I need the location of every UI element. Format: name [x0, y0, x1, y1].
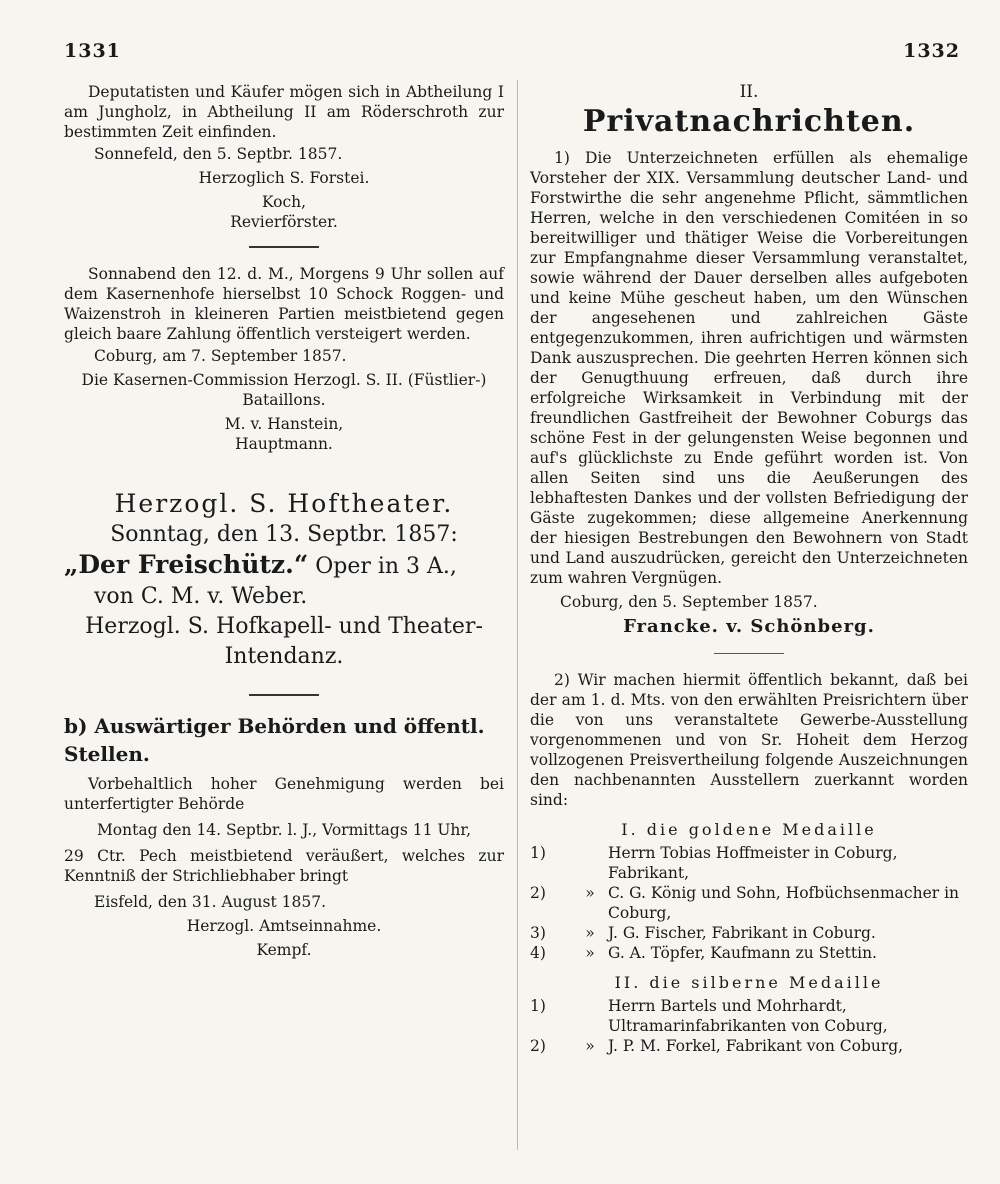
silver-medal-list	[530, 996, 968, 1056]
pitch-notice-line3: 29 Ctr. Pech meistbietend veräußert, welches zur Kenntniß der Strichliebhaber bringt	[64, 847, 504, 885]
thanks-notice-text: 1) Die Unterzeichneten erfüllen als ehemalige Vorsteher der XIX. Versammlung deutscher Land- und Forstwirthe die sehr angenehme Pflicht, sämmtlichen Herren, welche in den verschiedenen Comitéen in so bereitwilliger und thätiger Weise die Vorbereitungen zur Empfangnahme dieser Versammlung veranstaltet, sowie während der Dauer derselben alles aufgeboten und keine Mühe gescheut haben, um den Wünschen der angesehenen und zahlreichen Gäste entgegenzukommen, ihren aufrichtigen und wärmsten Dank auszusprechen. Die geehrten Herren können sich der Genugthuung erfreuen, daß durch ihre erfolgreiche Wirksamkeit in Verbindung mit der freundlichen Gastfreiheit der Bewohner Coburgs das schöne Fest in der gelungensten Weise begonnen und auf's glücklichste zu Ende geführt worden ist. Von allen Seiten sind uns die Aeußerungen des lebhaftesten Dankes und der vollsten Befriedigung der Gäste zugekommen; diese allgemeine Anerkennung der hiesigen Bestrebungen den Bewohnern von Stadt und Land auszudrücken, gereicht den Unterzeichneten zum wahren Vergnügen.	[530, 149, 968, 587]
gold-medal-list	[530, 843, 968, 963]
forestry-notice-date: Sonnefeld, den 5. Septbr. 1857.	[94, 145, 343, 163]
barracks-notice-date: Coburg, am 7. September 1857.	[94, 347, 347, 365]
award-number: 2)	[530, 1037, 546, 1055]
opera-composer: von C. M. v. Weber.	[94, 584, 308, 609]
pitch-notice-line1: Vorbehaltlich hoher Genehmigung werden bei unterfertigter Behörde	[64, 775, 504, 813]
barracks-office: Die Kasernen-Commission Herzogl. S. II. (Füstlier-) Bataillons.	[81, 371, 487, 409]
theater-performance	[64, 550, 504, 582]
award-ditto-mark	[572, 996, 608, 1036]
award-ditto-mark	[572, 843, 608, 883]
award-entry	[530, 943, 968, 963]
award-entry	[530, 996, 968, 1036]
award-ditto-mark: »	[585, 944, 595, 962]
section-roman-numeral: II.	[739, 82, 759, 102]
separator-rule	[249, 246, 319, 248]
forestry-signer-title: Revierförster.	[230, 213, 338, 231]
forestry-office: Herzoglich S. Forstei.	[198, 169, 370, 187]
award-recipient: J. G. Fischer, Fabrikant in Coburg.	[608, 924, 876, 942]
silver-medal-heading: II. die silberne Medaille	[614, 973, 884, 992]
award-entry	[530, 883, 968, 923]
thanks-notice-date: Coburg, den 5. September 1857.	[560, 593, 818, 611]
exhibition-notice-text: 2) Wir machen hiermit öffentlich bekannt, daß bei der am 1. d. Mts. von den erwählten Preisrichtern über die von uns veranstaltete Gewerbe-Ausstellung vorgenommenen und von Sr. Hoheit dem Herzog vollzogenen Preisvertheilung folgende Auszeichnungen den nachbenannten Ausstellern zuerkannt worden sind:	[530, 671, 968, 809]
gold-medal-heading: I. die goldene Medaille	[621, 820, 877, 839]
theater-heading: Herzogl. S. Hoftheater.	[114, 489, 454, 518]
award-number: 1)	[530, 844, 546, 862]
award-ditto-mark: »	[585, 884, 595, 902]
theater-office: Herzogl. S. Hofkapell- und Theater-Intendanz.	[85, 614, 483, 669]
barracks-notice-text: Sonnabend den 12. d. M., Morgens 9 Uhr sollen auf dem Kasernenhofe hierselbst 10 Schock Roggen- und Waizenstroh in kleineren Partien meistbietend gegen gleich baare Zahlung öffentlich versteigert werden.	[64, 265, 504, 343]
award-entry	[530, 843, 968, 883]
right-column	[530, 82, 968, 1056]
opera-acts: Oper in 3 A.,	[315, 554, 457, 579]
column-divider	[517, 80, 518, 1150]
award-entry	[530, 1036, 968, 1056]
page-number-right: 1332	[903, 40, 960, 62]
award-recipient: Herrn Tobias Hoffmeister in Coburg, Fabrikant,	[608, 844, 898, 882]
page-number-left: 1331	[64, 40, 121, 62]
award-recipient: Herrn Bartels und Mohrhardt, Ultramarinfabrikanten von Coburg,	[608, 997, 888, 1035]
award-recipient: G. A. Töpfer, Kaufmann zu Stettin.	[608, 944, 877, 962]
award-recipient: J. P. M. Forkel, Fabrikant von Coburg,	[608, 1037, 904, 1055]
award-number: 2)	[530, 884, 546, 902]
thanks-signers: Francke. v. Schönberg.	[623, 616, 875, 637]
left-column	[64, 82, 504, 960]
award-entry	[530, 923, 968, 943]
award-recipient: C. G. König und Sohn, Hofbüchsenmacher in Coburg,	[608, 884, 960, 922]
award-ditto-mark: »	[585, 924, 595, 942]
award-ditto-mark: »	[585, 1037, 595, 1055]
pitch-notice-date: Eisfeld, den 31. August 1857.	[94, 893, 327, 911]
private-news-heading: Privatnachrichten.	[582, 104, 916, 139]
award-number: 3)	[530, 924, 546, 942]
separator-rule	[714, 653, 784, 654]
barracks-signer-name: M. v. Hanstein,	[224, 415, 344, 433]
forestry-signer-name: Koch,	[261, 193, 307, 211]
award-number: 1)	[530, 997, 546, 1015]
opera-title: „Der Freischütz.“	[64, 550, 309, 579]
pitch-notice-line2: Montag den 14. Septbr. l. J., Vormittags 11 Uhr,	[96, 821, 472, 839]
theater-date: Sonntag, den 13. Septbr. 1857:	[110, 522, 458, 547]
forestry-notice-text: Deputatisten und Käufer mögen sich in Abtheilung I am Jungholz, in Abtheilung II am Röderschroth zur bestimmten Zeit einfinden.	[64, 83, 504, 141]
section-b-heading: b) Auswärtiger Behörden und öffentl. Stellen.	[64, 714, 485, 766]
barracks-signer-title: Hauptmann.	[235, 435, 333, 453]
pitch-signer-name: Kempf.	[256, 941, 312, 959]
pitch-office: Herzogl. Amtseinnahme.	[186, 917, 382, 935]
separator-rule	[249, 694, 319, 696]
award-number: 4)	[530, 944, 546, 962]
